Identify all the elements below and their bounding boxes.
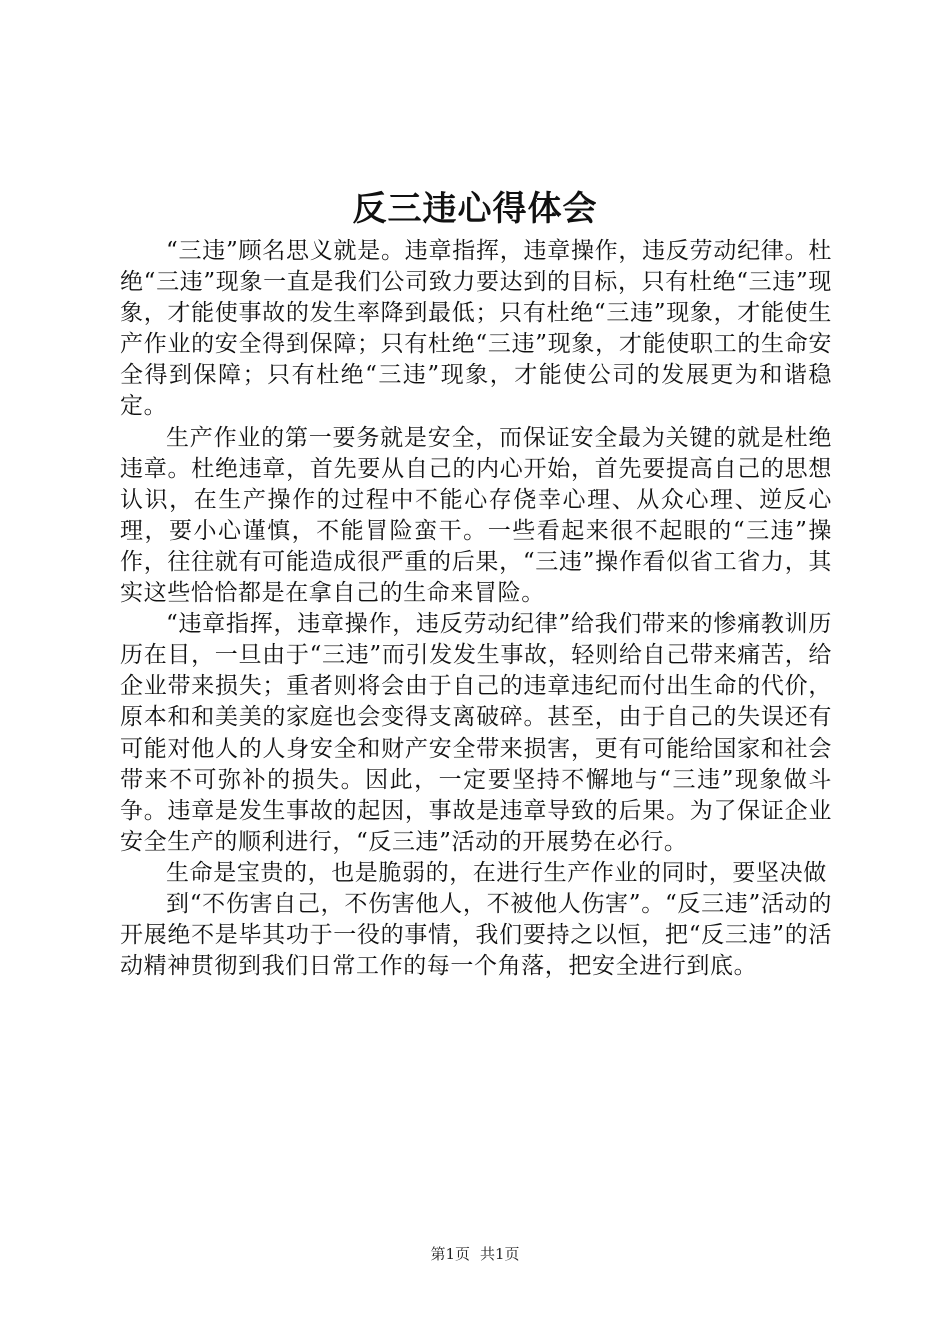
- paragraph-4: 生命是宝贵的，也是脆弱的，在进行生产作业的同时，要坚决做: [166, 859, 827, 886]
- page-total: 共1页: [480, 1245, 520, 1263]
- paragraph-3: “违章指挥，违章操作，违反劳动纪律”给我们带来的惨痛教训历历在目，一旦由于“三违”而引发发生事故，轻则给自己带来痛苦，给企业带来损失；重者则将会由于自己的违章违纪而付出生命的代价，原本和和美美的家庭也会变得支离破碎。甚至，由于自己的失误还有可能对他人的人身安全和财产安全带来损害，更有可能给国家和社会带来不可弥补的损失。因此，一定要坚持不懈地与“三违”现象做斗争。违章是发生事故的起因，事故是违章导致的后果。为了保证企业安全生产的顺利进行，“反三违”活动的开展势在必行。: [120, 611, 832, 855]
- paragraph-1: “三违”顾名思义就是。违章指挥，违章操作，违反劳动纪律。杜绝“三违”现象一直是我们公司致力要达到的目标，只有杜绝“三违”现象，才能使事故的发生率降到最低；只有杜绝“三违”现象，才能使生产作业的安全得到保障；只有杜绝“三违”现象，才能使职工的生命安全得到保障；只有杜绝“三违”现象，才能使公司的发展更为和谐稳定。: [120, 238, 832, 420]
- paragraph-2: 生产作业的第一要务就是安全，而保证安全最为关键的就是杜绝违章。杜绝违章，首先要从自己的内心开始，首先要提高自己的思想认识，在生产操作的过程中不能心存侥幸心理、从众心理、逆反心理，要小心谨慎，不能冒险蛮干。一些看起来很不起眼的“三违”操作，往往就有可能造成很严重的后果，“三违”操作看似省工省力，其实这些恰恰都是在拿自己的生命来冒险。: [120, 424, 832, 607]
- document-title: 反三违心得体会: [352, 189, 598, 229]
- document-body: [120, 236, 832, 982]
- page-number: 第1页: [430, 1245, 470, 1263]
- paragraph-5: 到“不伤害自己，不伤害他人，不被他人伤害”。“反三违”活动的开展绝不是毕其功于一役的事情，我们要持之以恒，把“反三违”的活动精神贯彻到我们日常工作的每一个角落，把安全进行到底。: [120, 890, 832, 980]
- page-footer: [0, 1243, 950, 1265]
